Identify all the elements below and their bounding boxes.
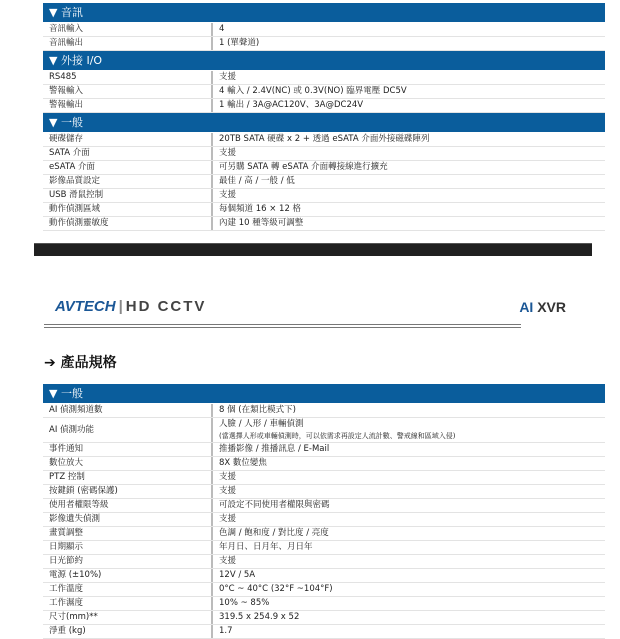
spec-label: 影像品質設定	[43, 175, 213, 188]
spec-label: USB 滑鼠控制	[43, 189, 213, 202]
table-row	[43, 217, 605, 231]
page-divider-band	[34, 243, 592, 256]
xvr-text: XVR	[537, 299, 566, 315]
spec-value	[213, 569, 605, 582]
spec-label: 工作溫度	[43, 583, 213, 596]
table-row	[43, 485, 605, 499]
table-row	[43, 569, 605, 583]
spec-value	[213, 443, 605, 456]
spec-label: 硬碟儲存	[43, 133, 213, 146]
spec-value	[213, 625, 605, 638]
spec-value-text: 0°C ~ 40°C (32°F ~104°F)	[219, 584, 333, 594]
spec-value	[213, 499, 605, 512]
table-row	[43, 611, 605, 625]
spec-value	[213, 161, 605, 174]
table-row	[43, 203, 605, 217]
spec-value-text: 色調 / 飽和度 / 對比度 / 亮度	[219, 528, 329, 538]
spec-value-text: 支援	[219, 556, 237, 566]
spec-label: 影像遺失偵測	[43, 513, 213, 526]
brand-text: AVTECH	[55, 298, 116, 315]
spec-value-text: 年月日、日月年、月日年	[219, 542, 313, 552]
table-row	[43, 23, 605, 37]
table-row	[43, 471, 605, 485]
table-row	[43, 625, 605, 639]
table-row	[43, 85, 605, 99]
spec-value-text: 10% ~ 85%	[219, 598, 270, 608]
spec-label: 動作偵測區域	[43, 203, 213, 216]
spec-value-text: 8 個 (在類比模式下)	[219, 405, 296, 415]
spec-value-text: 1 輸出 / 3A@AC120V、3A@DC24V	[219, 100, 364, 110]
spec-label: 數位放大	[43, 457, 213, 470]
spec-value	[213, 189, 605, 202]
spec-value-text: 人臉 / 人形 / 車輛偵測	[219, 419, 304, 429]
spec-label: eSATA 介面	[43, 161, 213, 174]
spec-value-text: 支援	[219, 514, 237, 524]
table-row	[43, 37, 605, 51]
table-row	[43, 418, 605, 443]
section-header: ▼ 一般	[43, 384, 605, 404]
spec-label: AI 偵測功能	[43, 418, 213, 442]
table-row	[43, 527, 605, 541]
spec-value-text: 每個頻道 16 × 12 格	[219, 204, 302, 214]
spec-value-text: 內建 10 種等級可調整	[219, 218, 304, 228]
spec-value	[213, 147, 605, 160]
spec-value-text: 支援	[219, 190, 237, 200]
spec-value-text: 支援	[219, 472, 237, 482]
spec-label: 音訊輸出	[43, 37, 213, 50]
spec-value	[213, 597, 605, 610]
ai-xvr-logo	[519, 299, 566, 315]
spec-value	[213, 471, 605, 484]
ai-text: AI	[519, 299, 534, 315]
spec-value	[213, 583, 605, 596]
spec-label: 音訊輸入	[43, 23, 213, 36]
spec-value-text: 支援	[219, 486, 237, 496]
spec-label: 工作濕度	[43, 597, 213, 610]
spec-table-bottom	[43, 384, 605, 639]
table-row	[43, 541, 605, 555]
spec-label: 淨重 (kg)	[43, 625, 213, 638]
table-row	[43, 513, 605, 527]
spec-label: 使用者權限等級	[43, 499, 213, 512]
spec-value	[213, 85, 605, 98]
spec-value	[213, 555, 605, 568]
spec-value-text: 8X 數位變焦	[219, 458, 267, 468]
page-title-text: 產品規格	[60, 355, 117, 371]
spec-label: 事件通知	[43, 443, 213, 456]
spec-value-text: 319.5 x 254.9 x 52	[219, 612, 300, 622]
spec-value	[213, 541, 605, 554]
spec-label: 動作偵測靈敏度	[43, 217, 213, 230]
spec-value-text: 支援	[219, 72, 237, 82]
section-header: ▼ 一般	[43, 113, 605, 133]
section-header: ▼ 音訊	[43, 3, 605, 23]
spec-table-top	[43, 3, 605, 231]
spec-value	[213, 457, 605, 470]
spec-label: 警報輸入	[43, 85, 213, 98]
table-row	[43, 457, 605, 471]
spec-value-text: 1 (單聲道)	[219, 38, 260, 48]
spec-value	[213, 37, 605, 50]
spec-label: 警報輸出	[43, 99, 213, 112]
spec-value-text: 支援	[219, 148, 237, 158]
spec-label: PTZ 控制	[43, 471, 213, 484]
table-row	[43, 583, 605, 597]
spec-label: 按鍵鎖 (密碼保護)	[43, 485, 213, 498]
spec-value-text: 推播影像 / 推播訊息 / E-Mail	[219, 444, 330, 454]
logo-separator: |	[118, 298, 123, 315]
spec-value	[213, 611, 605, 624]
spec-label: 畫質調整	[43, 527, 213, 540]
spec-value	[213, 133, 605, 146]
avtech-logo	[55, 298, 206, 315]
table-row	[43, 175, 605, 189]
spec-value-note: (當選擇人形或車輛偵測時，可以依需求再設定人流計數、警戒線和區域入侵)	[219, 432, 456, 440]
spec-value-text: 可設定不同使用者權限與密碼	[219, 500, 330, 510]
section-header: ▼ 外接 I/O	[43, 51, 605, 71]
page-title	[44, 352, 117, 372]
spec-value-text: 1.7	[219, 626, 233, 636]
table-row	[43, 443, 605, 457]
spec-value-text: 4 輸入 / 2.4V(NC) 或 0.3V(NO) 臨界電壓 DC5V	[219, 86, 407, 96]
product-line: HD CCTV	[125, 298, 207, 315]
spec-value	[213, 71, 605, 84]
spec-value	[213, 23, 605, 36]
spec-value-text: 最佳 / 高 / 一般 / 低	[219, 176, 295, 186]
spec-value	[213, 527, 605, 540]
spec-label: RS485	[43, 71, 213, 84]
spec-value-text: 可另購 SATA 轉 eSATA 介面轉接線進行擴充	[219, 162, 388, 172]
header-rule	[44, 324, 521, 328]
spec-value	[213, 513, 605, 526]
table-row	[43, 404, 605, 418]
spec-label: AI 偵測頻道數	[43, 404, 213, 417]
spec-label: SATA 介面	[43, 147, 213, 160]
spec-value	[213, 404, 605, 417]
table-row	[43, 133, 605, 147]
spec-value	[213, 418, 605, 442]
spec-value	[213, 485, 605, 498]
arrow-right-icon: ➔	[44, 355, 56, 371]
table-row	[43, 147, 605, 161]
spec-label: 電源 (±10%)	[43, 569, 213, 582]
table-row	[43, 499, 605, 513]
spec-label: 日期顯示	[43, 541, 213, 554]
spec-value	[213, 175, 605, 188]
spec-value	[213, 217, 605, 230]
spec-value-text: 4	[219, 24, 225, 34]
spec-value-text: 12V / 5A	[219, 570, 256, 580]
table-row	[43, 189, 605, 203]
table-row	[43, 161, 605, 175]
spec-value-text: 20TB SATA 硬碟 x 2 + 透過 eSATA 介面外接磁碟陣列	[219, 134, 430, 144]
table-row	[43, 99, 605, 113]
table-row	[43, 597, 605, 611]
table-row	[43, 555, 605, 569]
table-row	[43, 71, 605, 85]
spec-label: 日光節約	[43, 555, 213, 568]
spec-value	[213, 203, 605, 216]
spec-label: 尺寸(mm)**	[43, 611, 213, 624]
spec-value	[213, 99, 605, 112]
